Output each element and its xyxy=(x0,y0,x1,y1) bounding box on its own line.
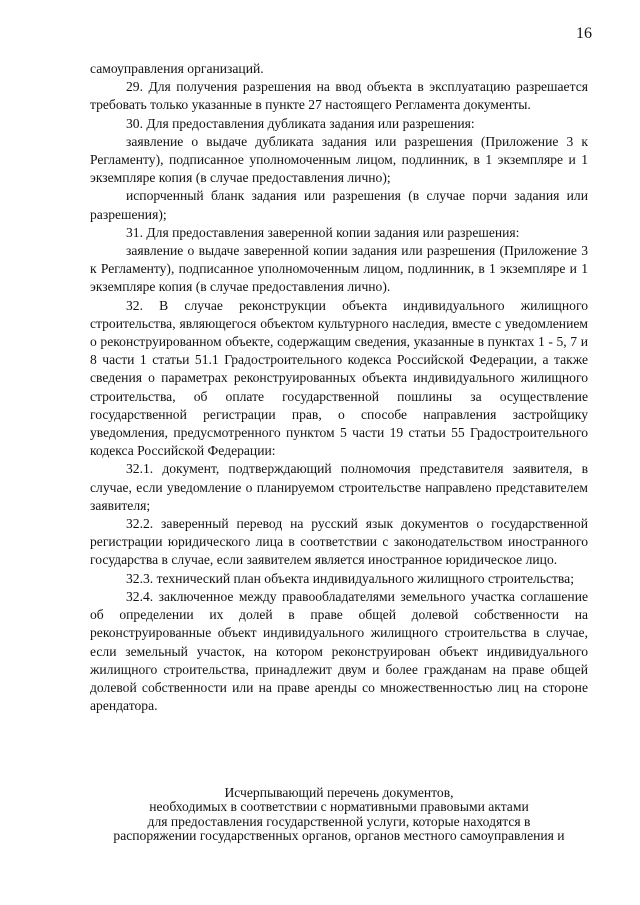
paragraph-continuation: самоуправления организаций. xyxy=(90,61,264,76)
paragraph-30-item-1: заявление о выдаче дубликата задания или разрешения (Приложение 3 к Регламенту), подписанное уполномоченным лицом, подлинник, в 1 экземпляре и 1 экземпляре копия (в случае предоставления лично); xyxy=(90,133,588,186)
heading-line: необходимых в соответствии с нормативными правовыми актами xyxy=(149,799,529,815)
heading-line: Исчерпывающий перечень документов, xyxy=(224,785,454,800)
paragraph-32-1: 32.1. документ, подтверждающий полномочия представителя заявителя, в случае, если уведомление о планируемом строительстве направлено представителем заявителя; xyxy=(90,461,588,513)
paragraph-32-2: 32.2. заверенный перевод на русский язык документов о государственной регистрации юридического лица в соответствии с законодательством иностранного государства в случае, если заявителем является иностранное юридическое лицо. xyxy=(90,516,588,568)
document-body xyxy=(90,60,588,715)
section-heading xyxy=(90,786,588,844)
heading-line: для предоставления государственной услуги, которые находятся в xyxy=(147,813,531,829)
paragraph-32-4: 32.4. заключенное между правообладателями земельного участка соглашение об определении их долей в праве общей долевой собственности на реконструированные объект индивидуального жилищного строительства в случае, если земельный участок, на котором реконструирован объект индивидуального жилищного строительства, принадлежит двум и более гражданам на праве общей долевой собственности или на праве аренды со множественностью лиц на стороне арендатора. xyxy=(90,588,588,714)
paragraph-32: 32. В случае реконструкции объекта индивидуального жилищного строительства, являющегося объектом культурного наследия, вместе с уведомлением о реконструированном объекте, содержащим сведения, указанные в пунктах 1 - 5, 7 и 8 части 1 статьи 51.1 Градостроительного кодекса Российской Федерации, а также сведения о параметрах реконструированных объекта индивидуального жилищного строительства, об оплате государственной пошлины за осуществление государственной регистрации прав, о способе направления застройщику уведомления, предусмотренного пунктом 5 части 19 статьи 55 Градостроительного кодекса Российской Федерации: xyxy=(90,297,588,459)
page-number: 16 xyxy=(576,25,592,42)
paragraph-32-3: 32.3. технический план объекта индивидуального жилищного строительства; xyxy=(126,570,574,586)
heading-line: распоряжении государственных органов, органов местного самоуправления и xyxy=(113,828,565,844)
paragraph-31-item-1: заявление о выдаче заверенной копии задания или разрешения (Приложение 3 к Регламенту), подписанное уполномоченным лицом, подлинник, в 1 экземпляре и 1 экземпляре копия (в случае предоставления лично). xyxy=(90,243,588,295)
paragraph-30-item-2: испорченный бланк задания или разрешения (в случае порчи задания или разрешения); xyxy=(90,188,588,222)
paragraph-30: 30. Для предоставления дубликата задания или разрешения: xyxy=(126,115,475,131)
paragraph-31: 31. Для предоставления заверенной копии задания или разрешения: xyxy=(126,224,520,240)
paragraph-29: 29. Для получения разрешения на ввод объекта в эксплуатацию разрешается требовать только указанные в пункте 27 настоящего Регламента документы. xyxy=(90,79,588,113)
